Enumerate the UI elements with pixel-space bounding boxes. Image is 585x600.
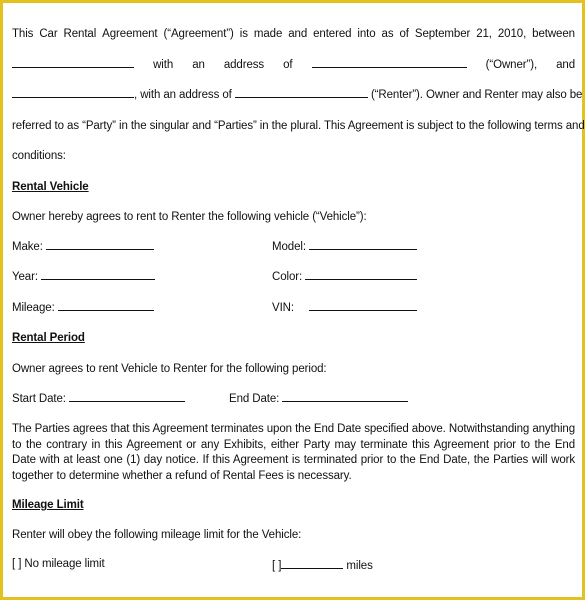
intro-line-5: conditions: [12,150,66,162]
color-blank[interactable] [305,269,417,280]
owner-label: (“Owner”), [485,59,538,71]
word: and [288,28,308,40]
word: Agreement [102,28,158,40]
mileage-limit-checkbox[interactable]: [ ] [272,560,282,572]
word: (“Agreement”) [163,28,234,40]
vin-blank[interactable] [309,300,417,311]
word: as [381,28,394,40]
mileage-blank[interactable] [58,300,154,311]
model-blank[interactable] [309,239,417,250]
word: September [414,28,471,40]
start-date-blank[interactable] [69,391,185,402]
start-date-field [12,391,185,405]
model-field [272,239,417,253]
party-name-blank[interactable] [12,57,134,68]
mileage-limit-heading: Mileage Limit [12,499,84,511]
rental-period-intro: Owner agrees to rent Vehicle to Renter for the following period: [12,363,327,375]
word: entered [313,28,352,40]
end-date-label: End Date: [229,393,280,405]
year-field [12,269,155,283]
word: made [253,28,283,40]
make-field [12,239,154,253]
word: Rental [63,28,97,40]
termination-paragraph: The Parties agrees that this Agreement terminates upon the End Date specified above. Notwithstanding anything to the contrary in this Agreement or any Exhibits, either Party may terminate this Agreement prior to the End Date with at least one (1) day notice. If this Agreement is terminated prior to the End Date, the Parties will work together to determine whether a refund of Rental Fees is necessary. [12,423,575,482]
word: Car [39,28,58,40]
year-blank[interactable] [41,269,155,280]
vin-field [272,300,417,314]
address-text: , with an address of [134,89,232,101]
rental-period-heading: Rental Period [12,332,85,344]
renter-name-blank[interactable] [12,87,134,98]
intro-line-4: referred to as “Party” in the singular and “Parties” in the plural. This Agreement is subject to the following terms and [12,120,585,132]
word: between [532,28,575,40]
word: address [223,59,265,71]
make-label: Make: [12,241,43,253]
miles-label: miles [346,560,373,572]
intro-line-2 [12,57,575,73]
intro-line-1 [12,26,575,42]
year-label: Year: [12,271,38,283]
miles-blank[interactable] [281,558,343,569]
word: and [556,59,575,71]
color-label: Color: [272,271,303,283]
intro-line-3 [12,87,583,103]
mileage-field [12,300,154,314]
mileage-limit-option[interactable] [272,558,373,572]
word: with [153,59,174,71]
renter-label: (“Renter”). Owner and Renter may also be [370,89,583,101]
word: of [399,28,409,40]
owner-address-blank[interactable] [312,57,467,68]
mileage-label: Mileage: [12,302,55,314]
model-label: Model: [272,241,306,253]
make-blank[interactable] [46,239,154,250]
word: is [239,28,248,40]
word: an [192,59,205,71]
rental-vehicle-intro: Owner hereby agrees to rent to Renter the following vehicle (“Vehicle”): [12,211,367,223]
rental-vehicle-heading: Rental Vehicle [12,181,89,193]
renter-address-blank[interactable] [235,87,368,98]
end-date-field [229,391,408,405]
no-mileage-limit-label: [ ] No mileage limit [12,558,105,570]
start-date-label: Start Date: [12,393,66,405]
no-mileage-limit-option[interactable] [12,558,105,570]
word: This [12,28,34,40]
word: 2010, [497,28,527,40]
word: of [283,59,293,71]
word: into [357,28,376,40]
color-field [272,269,417,283]
vin-label: VIN: [272,302,294,314]
end-date-blank[interactable] [282,391,408,402]
word: 21, [476,28,492,40]
mileage-limit-intro: Renter will obey the following mileage limit for the Vehicle: [12,529,302,541]
